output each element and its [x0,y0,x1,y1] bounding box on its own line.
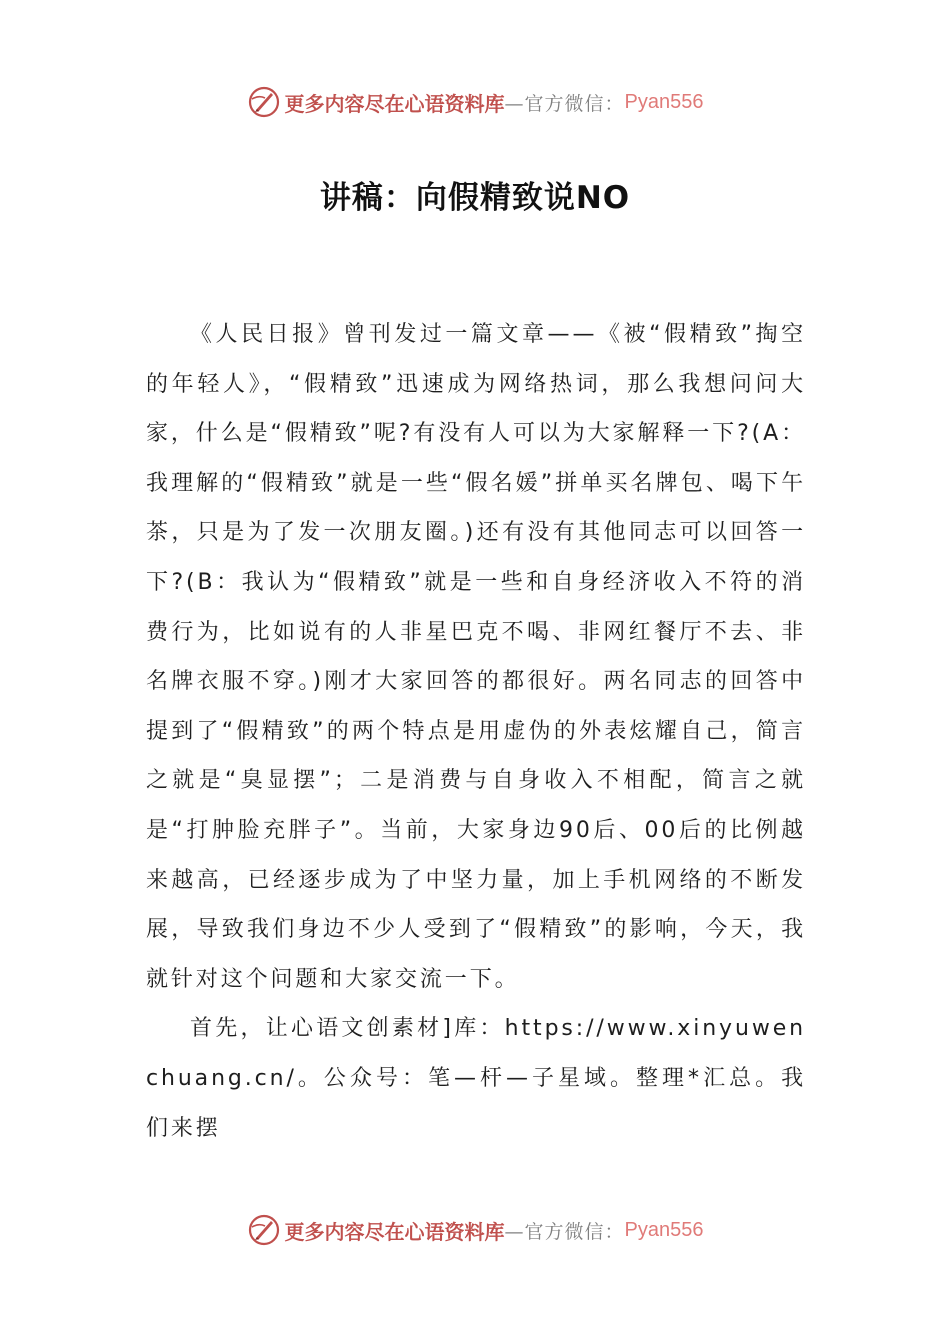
banner-wechat-id: Pyan556 [624,1218,704,1241]
banner-wechat-id: Pyan556 [624,90,704,113]
footer-banner [0,1210,950,1250]
header-banner [0,82,950,122]
banner-dash-text: —官方微信： [504,1220,625,1243]
paragraph: 《人民日报》曾刊发过一篇文章——《被“假精致”掏空的年轻人》，“假精致”迅速成为网络热词，那么我想问问大家，什么是“假精致”呢?有没有人可以为大家解释一下?(A：我理解的“假精致”就是一些“假名媛”拼单买名牌包、喝下午茶，只是为了发一次朋友圈。)还有没有其他同志可以回答一下?(B：我认为“假精致”就是一些和自身经济收入不符的消费行为，比如说有的人非星巴克不喝、非网红餐厅不去、非名牌衣服不穿。)刚才大家回答的都很好。两名同志的回答中提到了“假精致”的两个特点是用虚伪的外表炫耀自己，简言之就是“臭显摆”；二是消费与自身收入不相配，简言之就是“打肿脸充胖子”。当前，大家身边90后、00后的比例越来越高，已经逐步成为了中坚力量，加上手机网络的不断发展，导致我们身边不少人受到了“假精致”的影响，今天，我就针对这个问题和大家交流一下。 [146,322,806,992]
quill-pen-logo-icon [247,1213,281,1247]
paragraph: 首先，让心语文创素材]库：https://www.xinyuwenchuang.cn/。公众号：笔—杆—子星域。整理*汇总。我们来摆 [146,1016,806,1141]
banner-main-text: 更多内容尽在心语资料库 [284,91,505,116]
banner-dash-text: —官方微信： [504,92,625,115]
document-body [146,310,806,1153]
page-title: 讲稿：向假精致说NO [319,180,631,216]
banner-main-text: 更多内容尽在心语资料库 [284,1219,505,1244]
quill-pen-logo-icon [247,85,281,119]
